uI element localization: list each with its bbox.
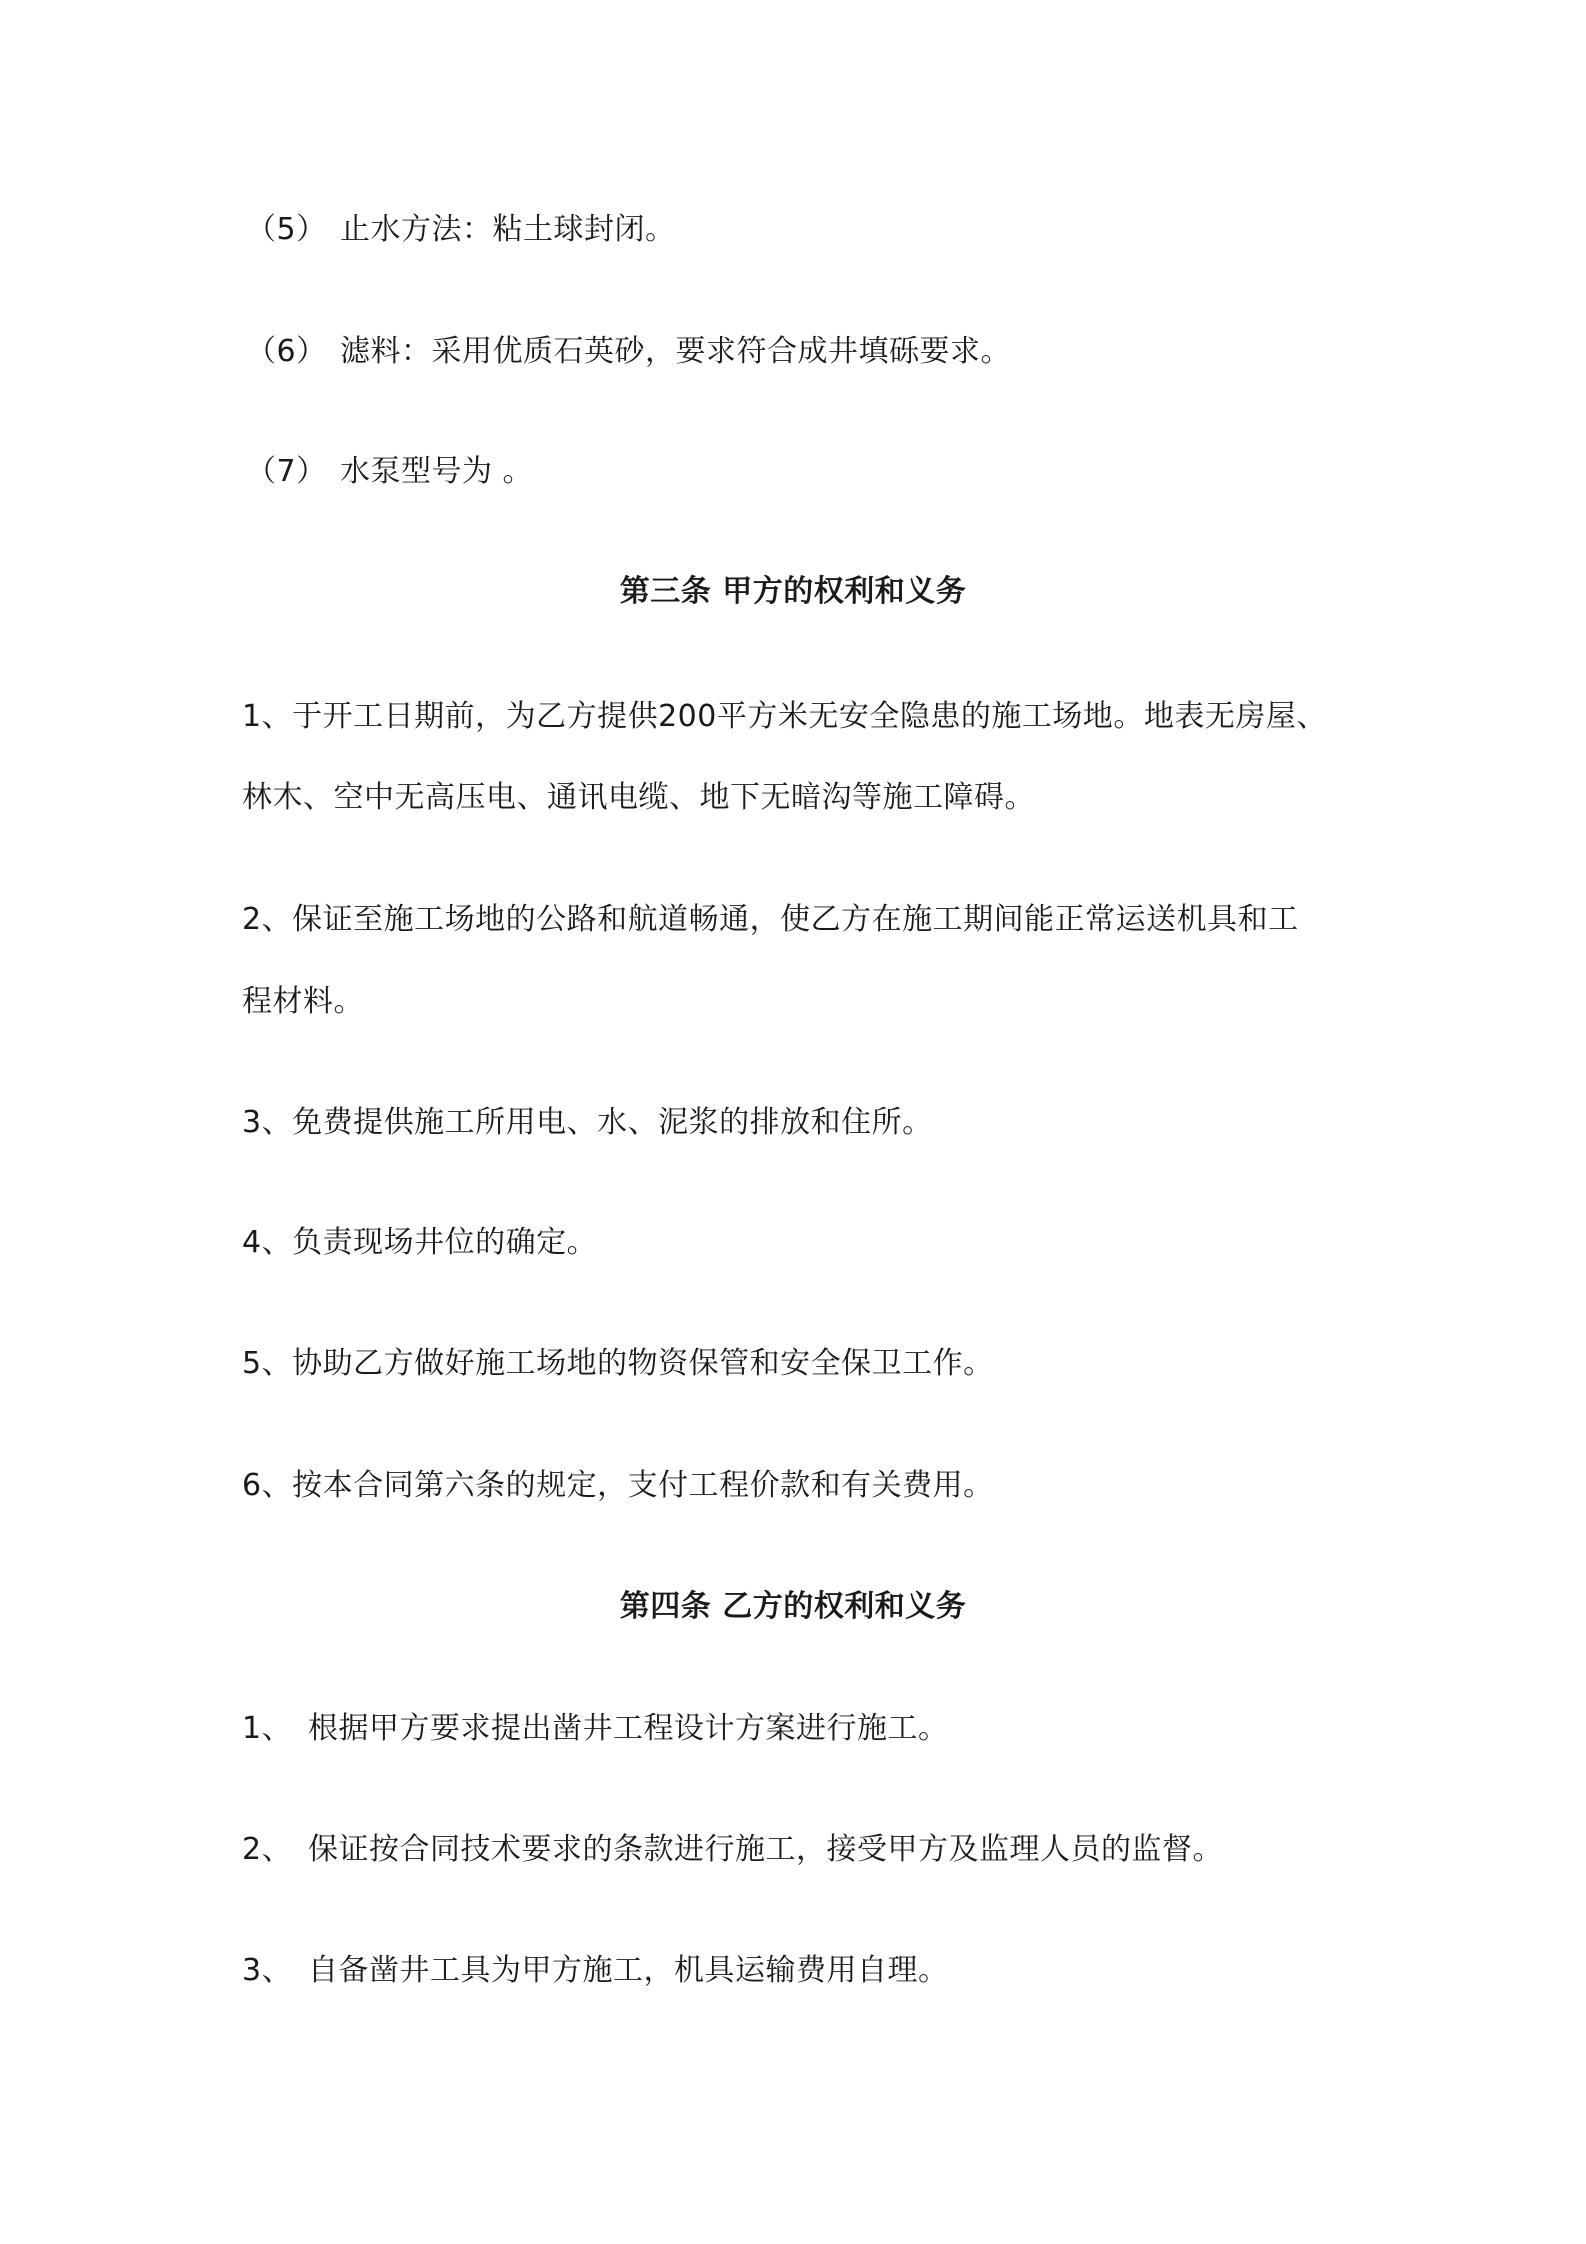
paragraph-line: 5、协助乙方做好施工场地的物资保管和安全保卫工作。 <box>242 1346 994 1381</box>
item-text: 水泵型号为 。 <box>340 454 534 489</box>
item-number: （6） <box>246 334 327 369</box>
item-text: 止水方法：粘土球封闭。 <box>340 212 676 247</box>
list-item <box>246 210 676 250</box>
item-number: 1、 <box>242 1711 293 1746</box>
item-text: 滤料：采用优质石英砂，要求符合成井填砾要求。 <box>340 334 1011 369</box>
paragraph-line: 4、负责现场井位的确定。 <box>242 1225 598 1260</box>
paragraph-line: 2、保证至施工场地的公路和航道畅通，使乙方在施工期间能正常运送机具和工 <box>242 902 1299 937</box>
item-number: 3、 <box>242 1953 293 1988</box>
item-number: （5） <box>246 212 327 247</box>
list-item <box>246 332 1011 372</box>
item-number: 2、 <box>242 1832 293 1867</box>
paragraph-line: 程材料。 <box>242 984 364 1019</box>
section-heading: 第四条 乙方的权利和义务 <box>619 1589 967 1624</box>
item-text: 保证按合同技术要求的条款进行施工，接受甲方及监理人员的监督。 <box>308 1832 1223 1867</box>
list-item <box>242 1709 949 1749</box>
list-item <box>242 1951 949 1991</box>
paragraph-line: 1、于开工日期前，为乙方提供200平方米无安全隐患的施工场地。地表无房屋、 <box>242 699 1327 734</box>
item-text: 根据甲方要求提出凿井工程设计方案进行施工。 <box>308 1711 949 1746</box>
item-text: 自备凿井工具为甲方施工，机具运输费用自理。 <box>308 1953 949 1988</box>
paragraph-line: 3、免费提供施工所用电、水、泥浆的排放和住所。 <box>242 1105 933 1140</box>
list-item <box>246 452 533 492</box>
list-item <box>242 1830 1223 1870</box>
section-heading: 第三条 甲方的权利和义务 <box>619 574 967 609</box>
item-number: （7） <box>246 454 327 489</box>
paragraph-line: 6、按本合同第六条的规定，支付工程价款和有关费用。 <box>242 1468 994 1503</box>
paragraph-line: 林木、空中无高压电、通讯电缆、地下无暗沟等施工障碍。 <box>242 780 1035 815</box>
